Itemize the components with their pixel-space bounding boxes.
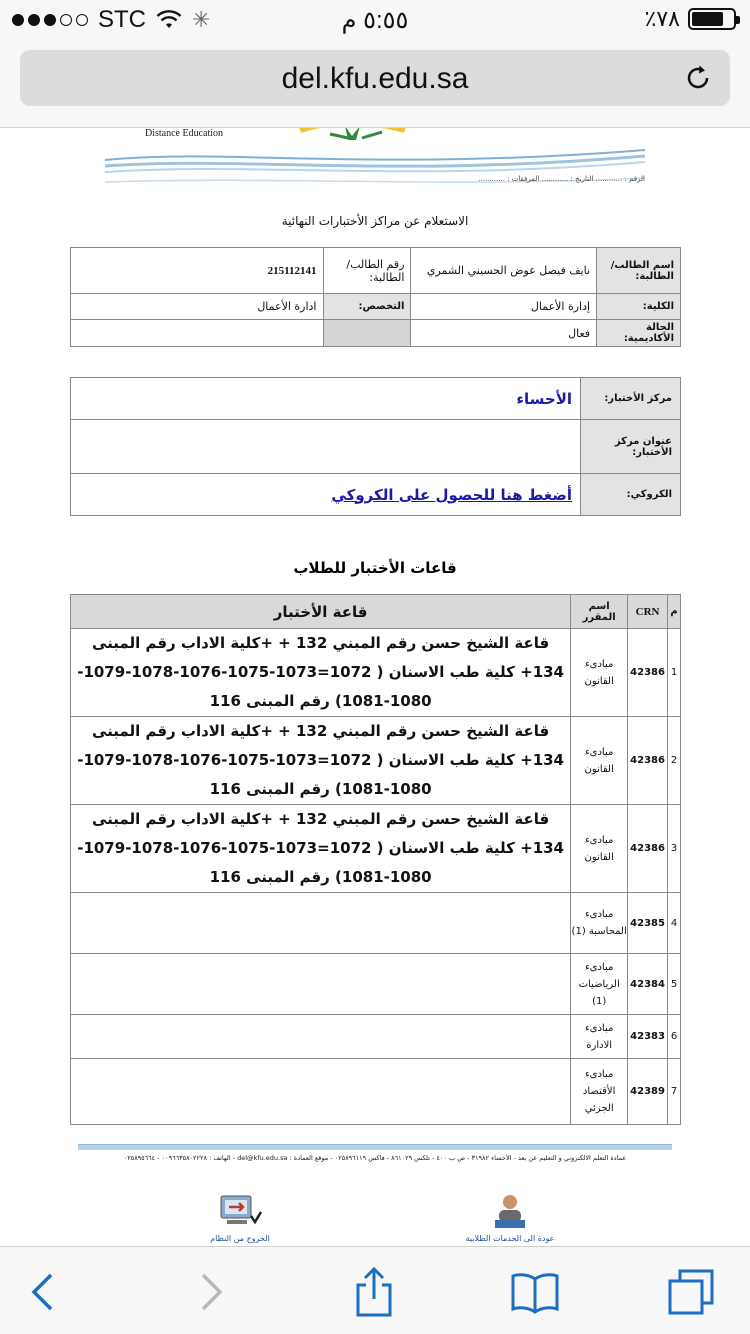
college-value: إدارة الأعمال <box>411 294 597 320</box>
major-label: التخصص: <box>323 294 411 320</box>
exam-center-table <box>70 377 681 516</box>
browser-chrome <box>0 0 750 128</box>
logout-link[interactable] <box>195 1192 285 1243</box>
row-crn: 42383 <box>628 1015 668 1059</box>
address-bar[interactable] <box>20 50 730 106</box>
row-course: مبادىء الرياضيات (1) <box>571 954 628 1015</box>
address-row <box>71 420 681 474</box>
row-num: 1 <box>668 629 681 717</box>
map-cell <box>71 474 581 516</box>
row-num: 3 <box>668 805 681 893</box>
empty-grey-cell <box>323 320 411 347</box>
logout-label[interactable]: الخروج من النظام <box>210 1234 270 1243</box>
college-label: الكلية: <box>597 294 681 320</box>
id-label: رقم الطالب/الطالبة: <box>323 248 411 294</box>
exam-halls-table <box>70 594 681 1125</box>
row-hall: قاعة الشيخ حسن رقم المبني 132 + +كلية الاداب رقم المبنى 134+ كلية طب الاسنان ( 1072=1073-1075-1076-1078-1079-1080-1081) رقم المبنى 116 <box>71 717 571 805</box>
halls-title: قاعات الأختبار للطلاب <box>293 559 457 577</box>
id-value: 215112141 <box>71 248 324 294</box>
page-title: الاستعلام عن مراكز الأختبارات النهائية <box>281 214 469 228</box>
college-row <box>71 294 681 320</box>
back-to-services-link[interactable] <box>455 1192 565 1243</box>
center-name: الأحساء <box>516 389 572 408</box>
status-time: ٥:٥٥ م <box>341 7 409 34</box>
major-value: ادارة الأعمال <box>71 294 324 320</box>
reload-icon[interactable] <box>682 62 714 94</box>
student-name-row <box>71 248 681 294</box>
bookmarks-icon[interactable] <box>510 1267 560 1317</box>
row-crn: 42384 <box>628 954 668 1015</box>
tabs-icon[interactable] <box>666 1267 716 1317</box>
map-label: الكروكي: <box>581 474 681 516</box>
table-row <box>71 954 681 1015</box>
header-num: م <box>668 595 681 629</box>
center-row <box>71 378 681 420</box>
status-bar <box>0 0 750 40</box>
student-services-icon <box>491 1192 529 1230</box>
academic-status-label: الحالة الأكاديمية: <box>597 320 681 347</box>
row-hall <box>71 1015 571 1059</box>
back-to-services-label[interactable]: عودة الى الخدمات الطلابية <box>465 1234 555 1243</box>
share-icon[interactable] <box>349 1267 399 1317</box>
forward-arrow-icon[interactable] <box>186 1267 236 1317</box>
table-row <box>71 1059 681 1125</box>
row-crn: 42386 <box>628 629 668 717</box>
row-course: مبادىء المحاسبة (1) <box>571 893 628 954</box>
row-hall: قاعة الشيخ حسن رقم المبني 132 + +كلية الاداب رقم المبنى 134+ كلية طب الاسنان ( 1072=1073-1075-1076-1078-1079-1080-1081) رقم المبنى 116 <box>71 805 571 893</box>
university-logo <box>290 128 410 162</box>
student-info-table <box>70 247 681 347</box>
row-course: مبادىء القانون <box>571 805 628 893</box>
row-num: 5 <box>668 954 681 1015</box>
distance-education-label: Distance Education <box>145 128 224 139</box>
bottom-links <box>0 1192 750 1246</box>
name-label: اسم الطالب/ الطالبة: <box>597 248 681 294</box>
battery-percent: ٪٧٨ <box>644 6 680 31</box>
row-hall <box>71 954 571 1015</box>
reference-line: الرقم : ............ التاريخ : ............ المرفقات : ............ <box>478 175 645 183</box>
row-num: 4 <box>668 893 681 954</box>
address-value <box>71 420 581 474</box>
address-label: عنوان مركز الأختبار: <box>581 420 681 474</box>
logout-computer-icon <box>217 1192 263 1230</box>
header-hall: قاعة الأختبار <box>71 595 571 629</box>
row-crn: 42386 <box>628 805 668 893</box>
back-arrow-icon[interactable] <box>18 1267 68 1317</box>
web-page <box>0 128 750 1246</box>
row-hall: قاعة الشيخ حسن رقم المبني 132 + +كلية الاداب رقم المبنى 134+ كلية طب الاسنان ( 1072=1073-1075-1076-1078-1079-1080-1081) رقم المبنى 116 <box>71 629 571 717</box>
battery-icon <box>688 8 736 30</box>
halls-header-row <box>71 595 681 629</box>
center-value <box>71 378 581 420</box>
row-course: مبادىء القانون <box>571 717 628 805</box>
table-row <box>71 717 681 805</box>
academic-status-row <box>71 320 681 347</box>
empty-cell <box>71 320 324 347</box>
url-text[interactable]: del.kfu.edu.sa <box>281 62 469 95</box>
footer-divider <box>78 1144 672 1150</box>
activity-spinner-icon: ✳ <box>192 7 211 33</box>
row-num: 7 <box>668 1059 681 1125</box>
carrier-name: STC <box>98 6 146 33</box>
row-course: مبادىء الادارة <box>571 1015 628 1059</box>
center-label: مركز الأختبار: <box>581 378 681 420</box>
row-crn: 42385 <box>628 893 668 954</box>
name-value: نايف فيصل عوض الحسيني الشمري <box>411 248 597 294</box>
row-crn: 42389 <box>628 1059 668 1125</box>
map-link[interactable]: أضغط هنا للحصول على الكروكي <box>331 485 572 504</box>
table-row <box>71 1015 681 1059</box>
row-hall <box>71 1059 571 1125</box>
status-right <box>645 6 736 32</box>
header-crn: CRN <box>628 595 668 629</box>
row-hall <box>71 893 571 954</box>
academic-status-value: فعال <box>411 320 597 347</box>
row-num: 2 <box>668 717 681 805</box>
row-crn: 42386 <box>628 717 668 805</box>
table-row <box>71 893 681 954</box>
browser-toolbar <box>0 1246 750 1334</box>
header-course: اسم المقرر <box>571 595 628 629</box>
map-row <box>71 474 681 516</box>
row-num: 6 <box>668 1015 681 1059</box>
footer-contact-text: عمادة التعلم الالكتروني و التعليم عن بعد - الأحساء ٣١٩٨٢ - ص ب ٤٠٠ - تلكس ٨٦١٠٢٩ - فاكس ٠٢٥٨٩٦١١٩ - موقع العمادة : del@kfu.edu.sa - الهاتف : ٠٠٩٦٦٣٥٨٠٢٢٢٨ - ٠٢٥٨٩٥٦٦٤ <box>123 1154 627 1162</box>
battery-fill <box>692 12 723 26</box>
row-course: مبادىء الأقتصاد الجزئي <box>571 1059 628 1125</box>
table-row <box>71 805 681 893</box>
row-course: مبادىء القانون <box>571 629 628 717</box>
table-row <box>71 629 681 717</box>
